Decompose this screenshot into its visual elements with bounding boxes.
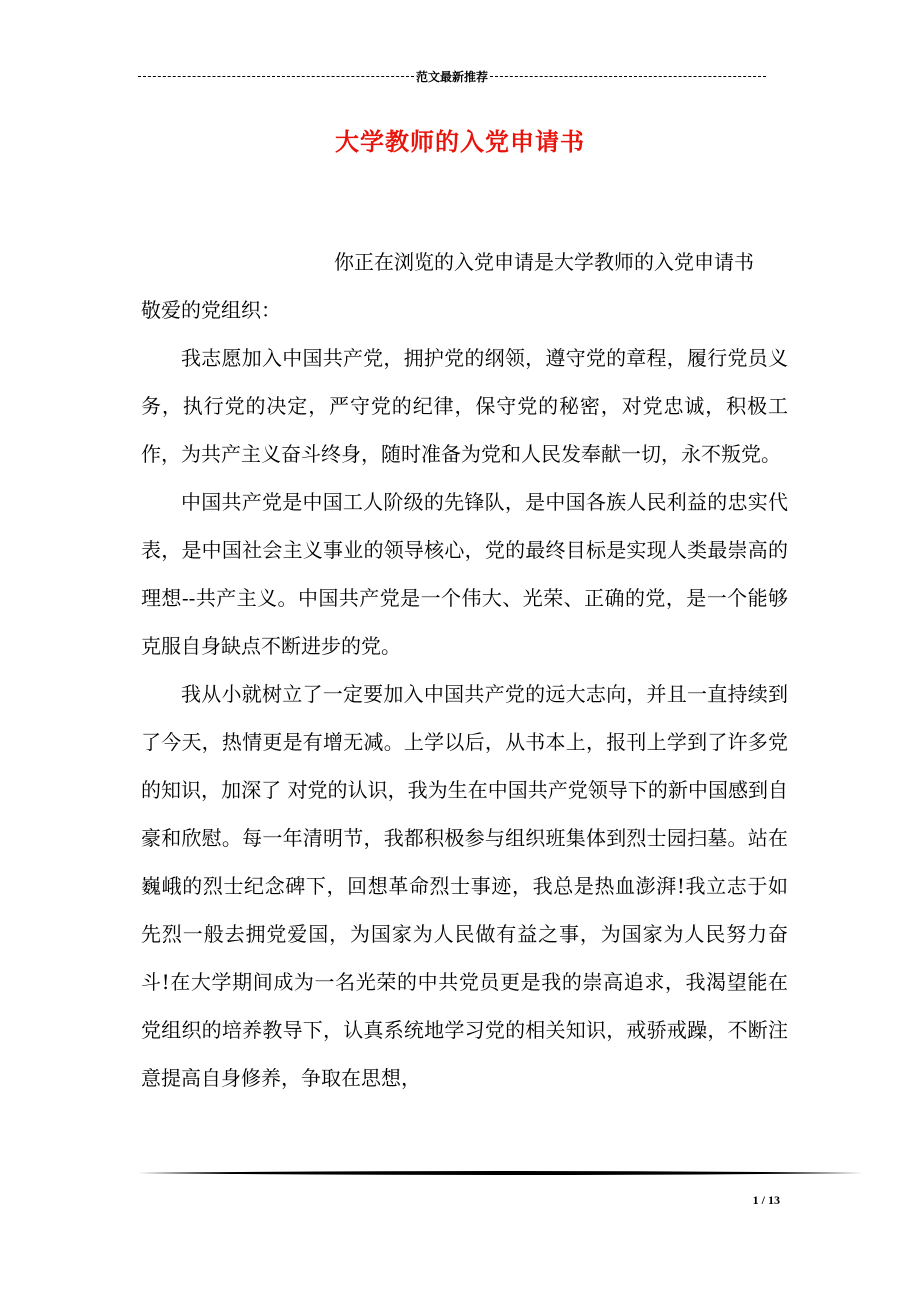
page-number: 1 / 13 xyxy=(752,1193,780,1207)
salutation: 敬爱的党组织： xyxy=(141,298,281,322)
header-label: 范文最新推荐 xyxy=(416,69,489,84)
header-dash-right xyxy=(490,76,766,77)
footer-rule xyxy=(138,1170,863,1176)
paragraph: 我从小就树立了一定要加入中国共产党的远大志向，并且一直持续到了今天，热情更是有增无减。上学以后，从书本上，报刊上学到了许多党的知识，加深了 对党的认识，我为生在中国共产党领导下的新中国感到自豪和欣慰。每一年清明节，我都积极参与组织班集体到烈士园扫墓。站在巍峨的烈士纪念碑下，回想革命烈士事迹，我总是热血澎湃!我立志于如先烈一般去拥党爱国，为国家为人民做有益之事，为国家为人民努力奋斗!在大学期间成为一名光荣的中共党员更是我的崇高追求，我渴望能在党组织的培养教导下，认真系统地学习党的相关知识，戒骄戒躁，不断注意提高自身修养，争取在思想， xyxy=(141,682,788,1090)
paragraph: 我志愿加入中国共产党，拥护党的纲领，遵守党的章程，履行党员义务，执行党的决定，严守党的纪律，保守党的秘密，对党忠诚，积极工作，为共产主义奋斗终身，随时准备为党和人民发奉献一切，永不叛党。 xyxy=(141,346,788,466)
document-body xyxy=(141,238,788,1102)
document-title: 大学教师的入党申请书 xyxy=(335,127,585,156)
intro-line: 你正在浏览的入党申请是大学教师的入党申请书 xyxy=(334,250,754,274)
page-header xyxy=(138,68,766,84)
header-dash-left xyxy=(138,76,414,77)
paragraph: 中国共产党是中国工人阶级的先锋队，是中国各族人民利益的忠实代表，是中国社会主义事业的领导核心，党的最终目标是实现人类最崇高的理想--共产主义。中国共产党是一个伟大、光荣、正确的党，是一个能够克服自身缺点不断进步的党。 xyxy=(141,490,788,658)
